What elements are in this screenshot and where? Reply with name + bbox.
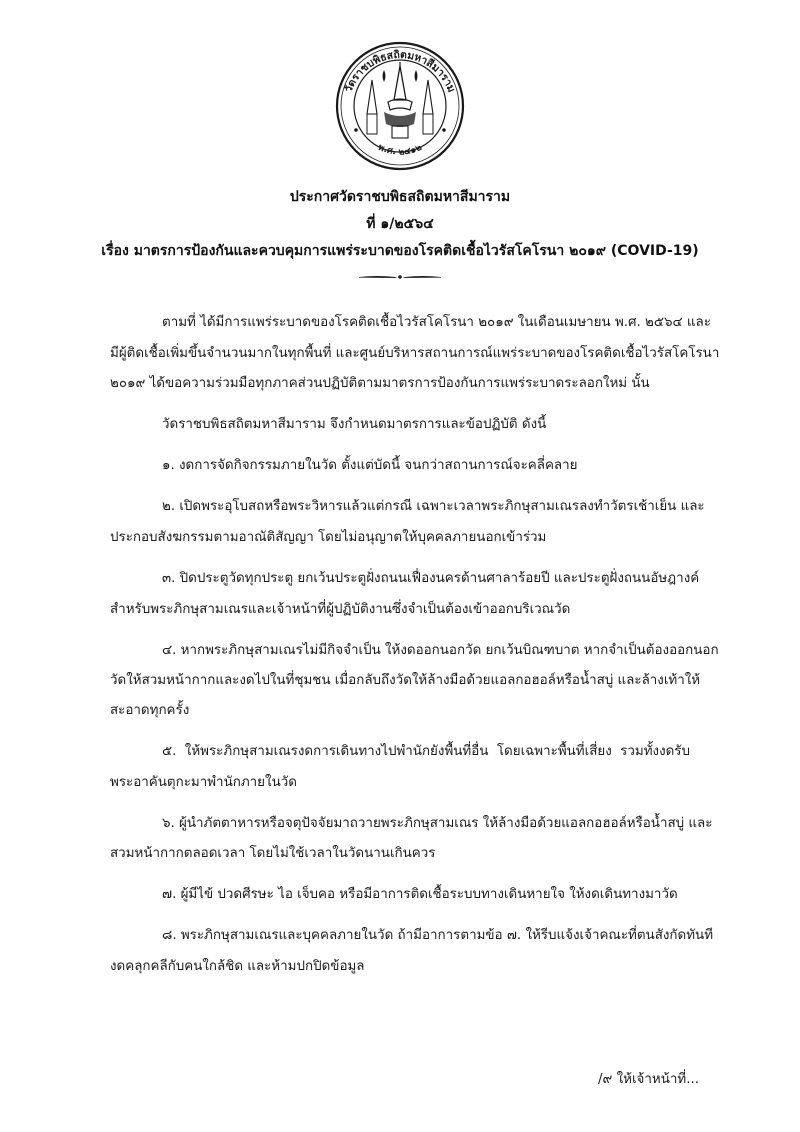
- measure-item-4-cont: สะอาดทุกครั้ง: [110, 703, 190, 718]
- measure-item-2: ๒. เปิดพระอุโบสถหรือพระวิหารแล้วแต่กรณี เฉพาะเวลาพระภิกษุสามเณรลงทำวัตรเช้าเย็น และ: [162, 499, 705, 514]
- measure-item-8: ๘. พระภิกษุสามเณรและบุคคลภายในวัด ถ้ามีอาการตามข้อ ๗. ให้รีบแจ้งเจ้าคณะที่ตนสังกัดทันที: [162, 928, 714, 943]
- svg-text:พ.ศ. ๒๔๑๒: พ.ศ. ๒๔๑๒: [376, 142, 424, 158]
- measure-item-4-cont: วัดให้สวมหน้ากากและงดไปในที่ชุมชน เมื่อกลับถึงวัดให้ล้างมือด้วยแอลกอฮอล์หรือน้ำสบู่ และล้างเท้าให้: [110, 673, 701, 688]
- announcement-number: ที่ ๑/๒๕๖๔: [366, 216, 434, 232]
- measure-item-8-cont: งดคลุกคลีกับคนใกล้ชิด และห้ามปกปิดข้อมูล: [110, 959, 365, 974]
- measure-item-6: ๖. ผู้นำภัตตาหารหรือจตุปัจจัยมาถวายพระภิกษุสามเณร ให้ล้างมือด้วยแอลกอฮอล์หรือน้ำสบู่ และ: [162, 816, 713, 831]
- intro-line: มีผู้ติดเชื้อเพิ่มขึ้นจำนวนมากในทุกพื้นที่ และศูนย์บริหารสถานการณ์แพร่ระบาดของโรคติดเชื้อไวรัสโคโรนา: [110, 346, 720, 361]
- measure-item-2-cont: ประกอบสังฆกรรมตามอาณัติสัญญา โดยไม่อนุญาตให้บุคคลภายนอกเข้าร่วม: [110, 530, 547, 545]
- intro-line: ๒๐๑๙ ได้ขอความร่วมมือทุกภาคส่วนปฏิบัติตามมาตรการป้องกันการแพร่ระบาดระลอกใหม่ นั้น: [110, 376, 650, 391]
- continuation-marker: /๙ ให้เจ้าหน้าที่...: [598, 1072, 699, 1087]
- intro-statement: วัดราชบพิธสถิตมหาสีมาราม จึงกำหนดมาตรการและข้อปฏิบัติ ดังนี้: [162, 417, 547, 432]
- measure-item-1: ๑. งดการจัดกิจกรรมภายในวัด ตั้งแต่บัดนี้ จนกว่าสถานการณ์จะคลี่คลาย: [162, 458, 578, 473]
- measure-item-4: ๔. หากพระภิกษุสามเณรไม่มีกิจจำเป็น ให้งดออกนอกวัด ยกเว้นบิณฑบาต หากจำเป็นต้องออกนอก: [162, 643, 719, 658]
- ornamental-divider: [357, 274, 443, 280]
- measure-item-3-cont: สำหรับพระภิกษุสามเณรและเจ้าหน้าที่ผู้ปฏิบัติงานซึ่งจำเป็นต้องเข้าออกบริเวณวัด: [110, 602, 571, 617]
- measure-item-5-cont: พระอาคันตุกะมาพำนักภายในวัด: [110, 775, 297, 790]
- measure-item-6-cont: สวมหน้ากากตลอดเวลา โดยไม่ใช้เวลาในวัดนานเกินควร: [110, 846, 436, 861]
- measure-item-3: ๓. ปิดประตูวัดทุกประตู ยกเว้นประตูฝั่งถนนเฟื่องนครด้านศาลาร้อยปี และประตูฝั่งถนนอัษฎางค์: [162, 571, 700, 586]
- measure-item-7: ๗. ผู้มีไข้ ปวดศีรษะ ไอ เจ็บคอ หรือมีอาการติดเชื้อระบบทางเดินหายใจ ให้งดเดินทางมาวัด: [162, 887, 678, 902]
- measure-item-5: ๕. ให้พระภิกษุสามเณรงดการเดินทางไปพำนักยังพื้นที่อื่น โดยเฉพาะพื้นที่เสี่ยง รวมทั้งงดรับ: [162, 744, 690, 759]
- announcement-subject: เรื่อง มาตรการป้องกันและควบคุมการแพร่ระบาดของโรคติดเชื้อไวรัสโคโรนา ๒๐๑๙ (COVID-19): [101, 243, 699, 259]
- announcement-title: ประกาศวัดราชบพิธสถิตมหาสีมาราม: [289, 189, 511, 205]
- svg-text:วัดราชบพิธสถิตมหาสีมาราม: วัดราชบพิธสถิตมหาสีมาราม: [342, 48, 458, 95]
- temple-seal-icon: [334, 40, 466, 172]
- intro-line: ตามที่ ได้มีการแพร่ระบาดของโรคติดเชื้อไวรัสโคโรนา ๒๐๑๙ ในเดือนเมษายน พ.ศ. ๒๕๖๔ และ: [162, 315, 711, 330]
